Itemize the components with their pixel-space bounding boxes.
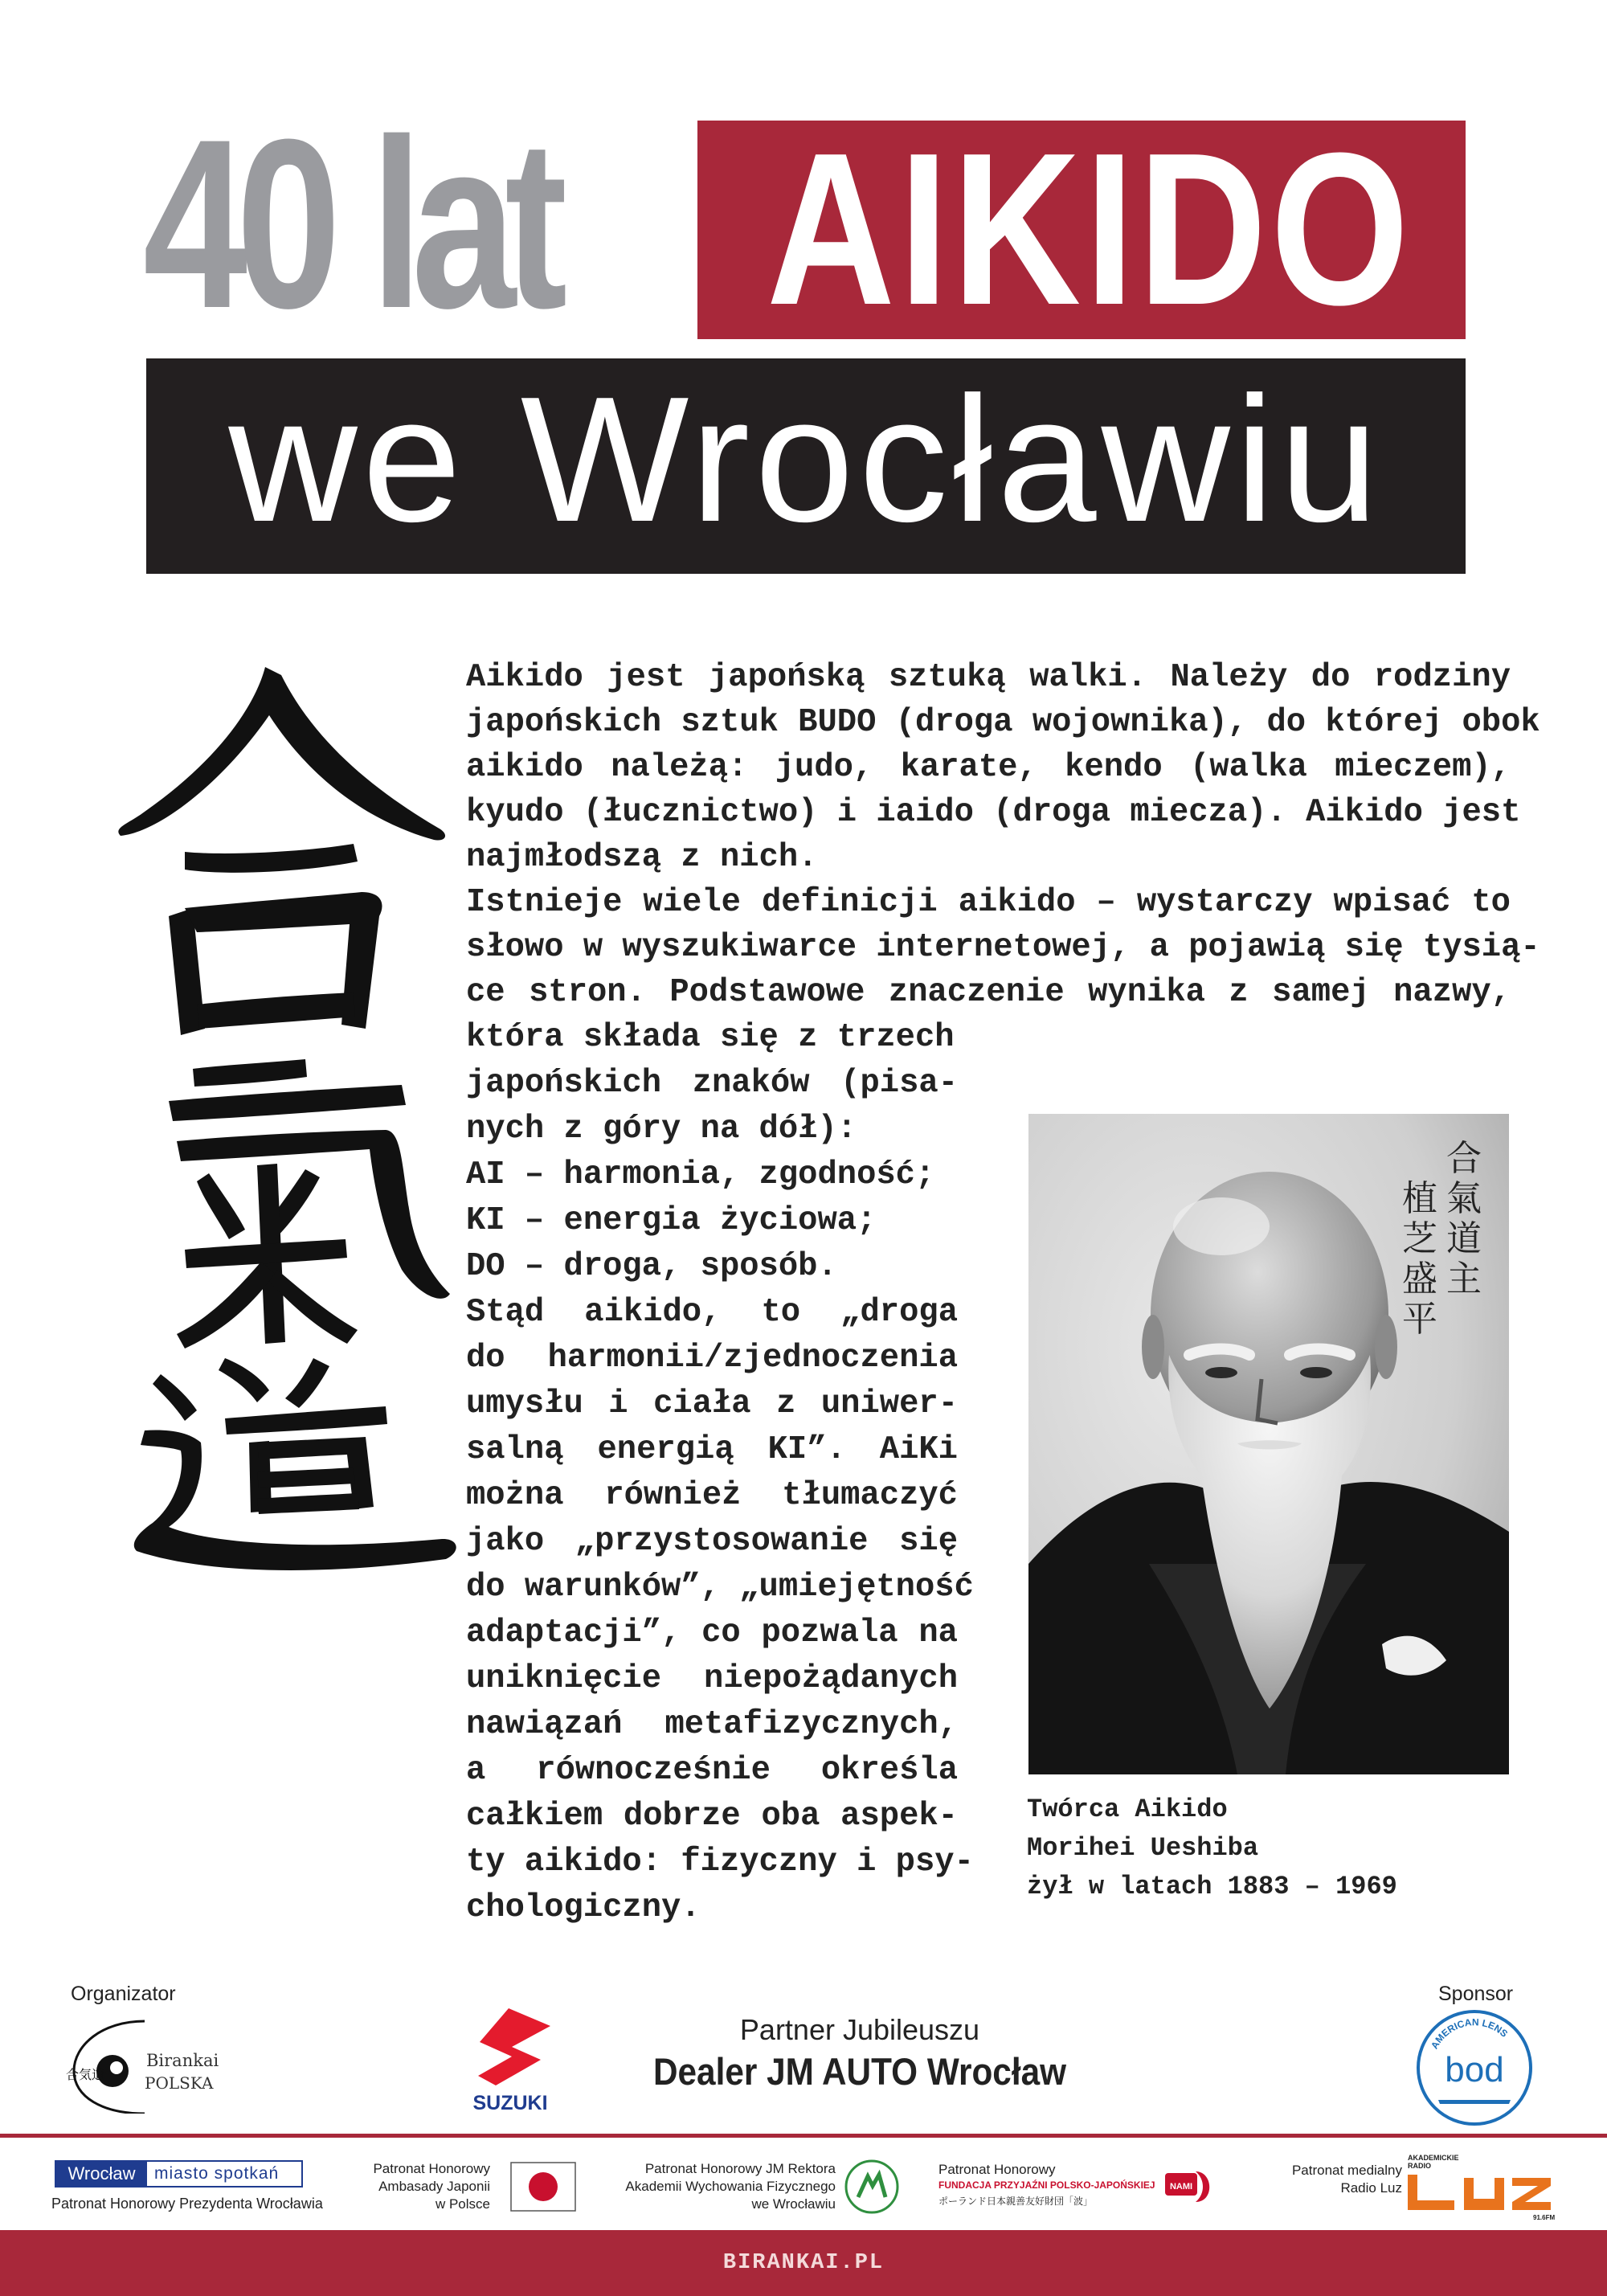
body-line: nawiązań metafizycznych,: [466, 1706, 958, 1743]
photo-char: 植: [1402, 1178, 1437, 1219]
fundacja-name: FUNDACJA PRZYJAŹNI POLSKO-JAPOŃSKIEJ: [938, 2179, 1155, 2191]
body-line: do warunków”, „umiejętność: [466, 1569, 974, 1606]
footer-rule: [0, 2134, 1607, 2138]
photo-char: 合: [1446, 1138, 1482, 1179]
fundacja-label: Patronat Honorowy: [938, 2162, 1056, 2177]
radio-brand-line: AKADEMICKIE: [1408, 2154, 1459, 2162]
radio-freq: 91.6FM: [1533, 2214, 1556, 2221]
sponsor-label: Sponsor: [1438, 1983, 1514, 2005]
body-line: japońskich znaków (pisa-: [466, 1065, 958, 1102]
body-line: ce stron. Podstawowe znaczenie wynika z samej nazwy,: [466, 974, 1511, 1011]
photo-char: 道: [1446, 1218, 1482, 1259]
bod-logo: [1414, 2007, 1535, 2128]
wroclaw-tag: miasto spotkań: [154, 2164, 280, 2183]
japan-patron-line: Ambasady Japonii: [378, 2179, 490, 2194]
body-line: ty aikido: fizyczny i psy-: [466, 1844, 974, 1881]
awf-patron-line: Akademii Wychowania Fizycznego: [625, 2179, 836, 2194]
photo-char: 主: [1446, 1259, 1482, 1299]
body-line: Stąd aikido, to „droga: [466, 1294, 958, 1331]
body-line: która składa się z trzech: [466, 1019, 955, 1056]
body-line: najmłodszą z nich.: [466, 839, 818, 876]
sponsor-arc: AMERICAN LENS: [1429, 2016, 1511, 2051]
title-city-box: [146, 358, 1466, 574]
title-city: we Wrocławiu: [228, 360, 1384, 559]
photo-char: 芝: [1402, 1218, 1437, 1259]
body-line: KI – energia życiowa;: [466, 1202, 877, 1239]
radio-luz-logo: [1406, 2151, 1567, 2223]
partner-name: Dealer JM AUTO Wrocław: [652, 2050, 1067, 2093]
photo-caption-line: Morihei Ueshiba: [1027, 1833, 1259, 1863]
organizer-seal: 合気道: [66, 2067, 105, 2082]
body-line: do harmonii/zjednoczenia: [466, 1340, 958, 1377]
photo-char: 氣: [1446, 1178, 1482, 1219]
body-line: AI – harmonia, zgodność;: [466, 1156, 935, 1193]
japan-flag-icon: [510, 2162, 576, 2212]
photo-char: 平: [1402, 1299, 1437, 1340]
body-line: DO – droga, sposób.: [466, 1248, 837, 1285]
body-line: a równocześnie określa: [466, 1752, 958, 1789]
photo-caption-line: żył w latach 1883 – 1969: [1027, 1872, 1397, 1901]
partner-label: Partner Jubileuszu: [739, 2013, 980, 2046]
body-line: umysłu i ciała z uniwer-: [466, 1385, 958, 1422]
body-line: uniknięcie niepożądanych: [466, 1660, 958, 1697]
wroclaw-logo: [55, 2160, 303, 2188]
body-line: japońskich sztuk BUDO (droga wojownika), do której obok: [466, 704, 1540, 741]
suzuki-wordmark: SUZUKI: [472, 2092, 548, 2114]
wroclaw-patron: Patronat Honorowy Prezydenta Wrocławia: [51, 2196, 323, 2212]
body-line: Istnieje wiele definicji aikido – wystarczy wpisać to: [466, 884, 1511, 921]
japan-patron-line: Patronat Honorowy: [373, 2161, 490, 2176]
title-years: 40 lat: [143, 88, 557, 358]
body-line: aikido należą: judo, karate, kendo (walka mieczem),: [466, 749, 1511, 786]
body-line: salną energią KI”. AiKi: [466, 1431, 958, 1468]
sponsor-name: bod: [1445, 2050, 1504, 2089]
ueshiba-portrait-photo: [1028, 1114, 1509, 1774]
nami-logo-icon: [1165, 2165, 1216, 2207]
radio-patron: [1241, 2162, 1402, 2197]
body-line: chologiczny.: [466, 1889, 701, 1926]
aikido-calligraphy: [64, 651, 466, 1583]
fundacja-jp: ポーランド日本親善友好財団「波」: [938, 2196, 1094, 2207]
japan-patron: [337, 2160, 490, 2213]
awf-patron: [595, 2160, 836, 2213]
body-line: całkiem dobrze oba aspek-: [466, 1798, 958, 1835]
organizer-label: Organizator: [71, 1983, 176, 2005]
body-line: można również tłumaczyć: [466, 1477, 958, 1514]
body-line: nych z góry na dół):: [466, 1111, 857, 1148]
title-aikido-box: [697, 108, 1466, 350]
suzuki-logo: [454, 2003, 566, 2116]
title-aikido: AIKIDO: [767, 108, 1413, 350]
organizer-name-2: POLSKA: [145, 2073, 214, 2093]
radio-patron-line: Radio Luz: [1340, 2180, 1402, 2196]
body-line: słowo w wyszukiwarce internetowej, a pojawią się tysią-: [466, 929, 1540, 966]
website-link[interactable]: BIRANKAI.PL: [722, 2251, 885, 2275]
body-line: jako „przystosowanie się: [466, 1523, 958, 1560]
awf-logo-icon: [844, 2159, 900, 2215]
organizer-name-1: Birankai: [146, 2051, 219, 2070]
wroclaw-word: Wrocław: [56, 2162, 147, 2186]
awf-patron-line: Patronat Honorowy JM Rektora: [644, 2161, 836, 2176]
japan-patron-line: w Polsce: [435, 2196, 490, 2212]
radio-patron-line: Patronat medialny: [1291, 2163, 1402, 2178]
photo-caption-line: Twórca Aikido: [1027, 1795, 1228, 1824]
body-line: adaptacji”, co pozwala na: [466, 1615, 958, 1651]
radio-brand-line: RADIO: [1408, 2162, 1431, 2170]
body-line: Aikido jest japońską sztuką walki. Należy do rodziny: [466, 659, 1511, 696]
calligraphy-brush-strokes: [118, 667, 456, 1570]
birankai-logo: [58, 2013, 243, 2114]
body-line: kyudo (łucznictwo) i iaido (droga miecza). Aikido jest: [466, 794, 1521, 831]
awf-patron-line: we Wrocławiu: [751, 2196, 836, 2212]
fundacja-brand: NAMI: [1169, 2182, 1193, 2192]
photo-char: 盛: [1402, 1259, 1437, 1299]
